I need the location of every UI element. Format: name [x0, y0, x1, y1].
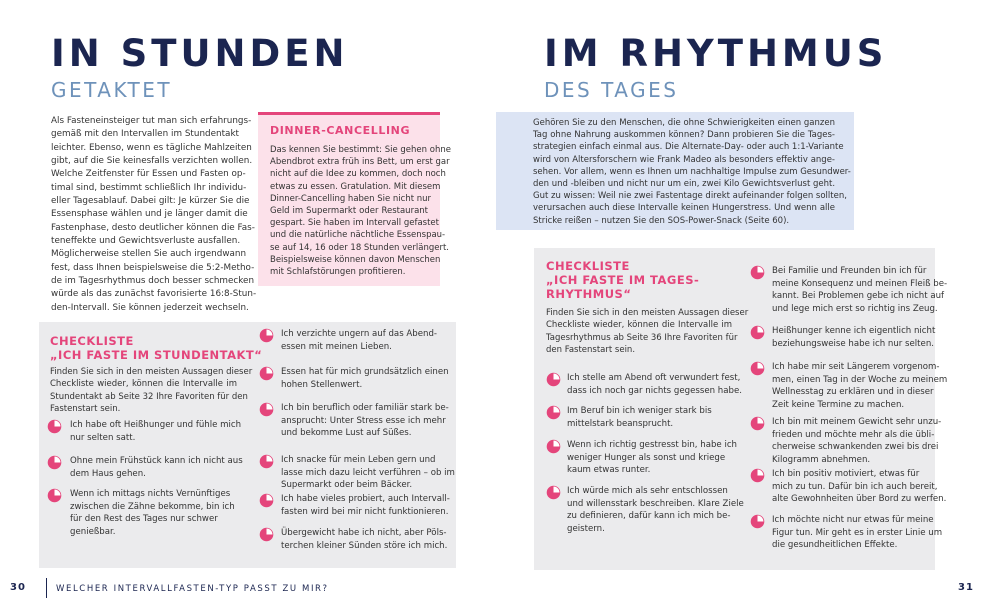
text-line: Beispielsweise können davon Menschen	[270, 254, 441, 265]
text-line: Essensphase wählen und je länger damit die	[51, 209, 248, 220]
checklist-item-text: Wenn ich richtig gestresst bin, habe ich	[567, 440, 738, 450]
text-line: Finden Sie sich in den meisten Aussagen dieser	[546, 308, 749, 318]
text-line: se auf 14, 16 oder 18 Stunden verlängert.	[270, 242, 450, 253]
pie-check-icon[interactable]	[750, 265, 765, 280]
checklist-item-text: mich zu tun. Dafür bin ich auch bereit,	[772, 481, 938, 492]
checklist-item-text: frieden und möchte mehr als die übli-	[772, 429, 935, 440]
checklist-item-text: und willensstark beschreiben. Klare Ziele	[567, 498, 744, 509]
left-checklist-box	[39, 322, 456, 568]
pie-check-icon[interactable]	[750, 468, 765, 483]
checklist-item[interactable]	[750, 416, 941, 466]
checklist-item[interactable]	[47, 455, 243, 480]
checklist-item-text: Figur tun. Mir geht es in erster Linie um	[772, 527, 943, 538]
checklist-item-text: Kilogramm abnehmen.	[772, 454, 871, 465]
pie-check-icon[interactable]	[750, 416, 765, 431]
left-page-subtitle: GETAKTET	[51, 78, 173, 102]
text-line: Stricke reißen – nutzen Sie den SOS-Power-Snack (Seite 60).	[533, 215, 790, 226]
text-line: sehen. Vor allem, wenn es Ihnen um nachhaltige Impulse zum Gesundwer-	[533, 166, 851, 177]
right-page-subtitle: DES TAGES	[544, 78, 679, 102]
checklist-item-text: Ich möchte nicht nur etwas für meine	[772, 515, 934, 525]
checklist-item-text: nur selten satt.	[70, 432, 136, 443]
checklist-item-text: zwischen die Zähne bekomme, bin ich	[70, 501, 235, 512]
checklist-item[interactable]	[546, 405, 712, 430]
checklist-item-text: Bei Familie und Freunden bin ich für	[772, 266, 927, 276]
left-page-number: 30	[10, 582, 26, 593]
text-line: Checkliste wieder, können die Intervalle im	[50, 379, 237, 390]
pie-check-icon[interactable]	[259, 366, 274, 381]
checklist-item-text: kaum etwas runter.	[567, 465, 651, 476]
checklist-item-text: Heißhunger kenne ich eigentlich nicht	[772, 326, 936, 336]
checklist-item-text: alte Gewohnheiten über Bord zu werfen.	[772, 494, 947, 505]
checklist-item-text: hohen Stellenwert.	[281, 379, 363, 390]
text-line: Das kennen Sie bestimmt: Sie gehen ohne	[270, 145, 451, 155]
checklist-item[interactable]	[259, 527, 447, 552]
right-checklist-title-2: „ICH FASTE IM TAGES-	[546, 273, 700, 287]
text-line: wird von Altersforschern wie Frank Madeo als besonders effektiv ange-	[533, 154, 835, 165]
text-line: Möglicherweise stellen Sie auch irgendwann	[51, 249, 247, 260]
checklist-item-text: beziehungsweise habe ich nur selten.	[772, 338, 935, 349]
pie-check-icon[interactable]	[546, 485, 561, 500]
text-line: strategien einfach einmal aus. Die Alternate-Day- oder auch 1:1-Variante	[533, 142, 844, 153]
text-line: Abendbrot extra früh ins Bett, um erst gar	[270, 157, 450, 168]
right-page-title: IM RHYTHMUS	[544, 32, 888, 75]
text-line: mit Schlafstörungen profitieren.	[270, 267, 406, 278]
checklist-item-text: ansprucht: Unter Stress esse ich mehr	[281, 415, 446, 426]
right-checklist-title-3: RHYTHMUS“	[546, 287, 632, 301]
checklist-item-text: Ich habe mir seit Längerem vorgenom-	[772, 362, 940, 372]
pie-check-icon[interactable]	[750, 325, 765, 340]
text-line: gespart. Sie haben im Intervall gefastet	[270, 218, 439, 229]
pie-check-icon[interactable]	[546, 439, 561, 454]
left-checklist-intro	[50, 366, 253, 416]
checklist-item-text: Ich habe oft Heißhunger und fühle mich	[70, 420, 242, 430]
text-line: de im Tagesrhythmus doch besser schmecken	[51, 276, 255, 287]
right-checklist-box	[534, 248, 948, 570]
left-page-title: IN STUNDEN	[51, 32, 349, 75]
text-line: Dinner-Cancelling haben Sie nicht nur	[270, 193, 432, 204]
checklist-item-text: kannt. Bei Problemen gebe ich nicht auf	[772, 291, 945, 302]
checklist-item-text: Ich bin beruflich oder familiär stark be-	[281, 403, 449, 413]
pie-check-icon[interactable]	[750, 514, 765, 529]
text-line: verursachen auch diese Intervalle keinen Hungerstress. Und wenn alle	[533, 203, 835, 214]
checklist-item[interactable]	[259, 366, 449, 391]
checklist-item[interactable]	[546, 485, 744, 535]
checklist-item-text: Ich verzichte ungern auf das Abend-	[281, 329, 438, 339]
checklist-item-text: Ich würde mich als sehr entschlossen	[567, 486, 728, 496]
text-line: würde als das zunächst favorisierte 16:8-Stun-	[51, 289, 257, 300]
text-line: timal sind, bestimmt schließlich Ihr individu-	[51, 182, 247, 193]
text-line: nicht auf die Idee zu kommen, doch noch	[270, 169, 446, 180]
text-line: Tagesrhythmus ab Seite 36 Ihre Favoriten für	[546, 332, 738, 343]
checklist-item-text: Supermarkt oder beim Bäcker.	[281, 480, 413, 491]
checklist-item-text: Ich bin positiv motiviert, etwas für	[772, 469, 920, 479]
checklist-item-text: Essen hat für mich grundsätzlich einen	[281, 367, 449, 377]
checklist-item-text: essen mit meinen Lieben.	[281, 341, 392, 352]
pie-check-icon[interactable]	[259, 454, 274, 469]
text-line: leichter. Ebenso, wenn es tägliche Mahlzeiten	[51, 142, 252, 153]
checklist-item-text: Im Beruf bin ich weniger stark bis	[567, 406, 712, 416]
right-intro-box	[496, 112, 854, 230]
pie-check-icon[interactable]	[47, 488, 62, 503]
checklist-item[interactable]	[47, 488, 235, 538]
text-line: Fastenphase, desto deutlicher können die Fas-	[51, 222, 255, 233]
checklist-item[interactable]	[47, 419, 241, 444]
checklist-item[interactable]	[546, 439, 737, 477]
dinner-box-text	[270, 144, 451, 278]
text-line: Gehören Sie zu den Menschen, die ohne Schwierigkeiten einen ganzen	[533, 118, 835, 128]
pie-check-icon[interactable]	[47, 455, 62, 470]
pie-check-icon[interactable]	[259, 527, 274, 542]
checklist-item-text: Zeit keine Termine zu machen.	[772, 399, 905, 410]
checklist-item-text: dass ich noch gar nichts gegessen habe.	[567, 385, 742, 396]
checklist-item-text: genießbar.	[70, 526, 116, 537]
text-line: fest, dass Ihnen beispielsweise die 5:2-Metho-	[51, 262, 255, 273]
right-intro-text	[533, 117, 851, 227]
left-intro-text	[51, 115, 257, 315]
checklist-item[interactable]	[750, 514, 942, 552]
checklist-item-text: für den Rest des Tages nur schwer	[70, 514, 218, 525]
checklist-item-text: Wenn ich mittags nichts Vernünftiges	[70, 489, 231, 499]
checklist-item[interactable]	[546, 372, 742, 397]
checklist-item[interactable]	[750, 325, 935, 350]
text-line: Welche Zeitfenster für Essen und Fasten op-	[51, 169, 246, 180]
dinner-cancelling-box	[258, 112, 451, 286]
text-line: teneffekte und Gewichtsverluste ausfallen.	[51, 236, 241, 247]
text-line: Geld im Supermarkt oder Restaurant	[270, 206, 428, 217]
text-line: gemäß mit den Intervallen im Stundentakt	[51, 129, 239, 140]
right-checklist-intro	[546, 307, 749, 357]
right-page-number: 31	[958, 582, 974, 593]
checklist-item-text: fasten wird bei mir nicht funktionieren.	[281, 506, 449, 517]
checklist-item-text: Wellnesstag zu erklären und in dieser	[772, 387, 934, 398]
checklist-item[interactable]	[259, 493, 450, 518]
pie-check-icon[interactable]	[259, 493, 274, 508]
checklist-item[interactable]	[259, 328, 437, 353]
checklist-item-text: lasse mich dazu leicht verführen – ob im	[281, 467, 455, 478]
checklist-item-text: terchen kleiner Sünden störe ich mich.	[281, 540, 448, 551]
checklist-item[interactable]	[750, 468, 946, 506]
checklist-item-text: die gesundheitlichen Effekte.	[772, 540, 898, 551]
text-line: Stundentakt ab Seite 32 Ihre Favoriten für den	[50, 391, 248, 402]
checklist-item-text: Ich stelle am Abend oft verwundert fest,	[567, 373, 741, 383]
text-line: etwas zu essen. Gratulation. Mit diesem	[270, 181, 441, 192]
checklist-item-text: zu definieren, dafür kann ich mich be-	[567, 511, 731, 522]
checklist-item-text: und lege mich erst so richtig ins Zeug.	[772, 303, 938, 314]
checklist-item[interactable]	[259, 454, 455, 492]
checklist-item-text: cherweise schwankenden zwei bis drei	[772, 442, 939, 453]
pie-check-icon[interactable]	[546, 405, 561, 420]
running-head: WELCHER INTERVALLFASTEN-TYP PASST ZU MIR?	[56, 584, 329, 594]
left-checklist-title-1: CHECKLISTE	[50, 334, 134, 348]
checklist-item-text: Ich bin mit meinem Gewicht sehr unzu-	[772, 417, 942, 427]
text-line: Checkliste wieder, können die Intervalle im	[546, 320, 732, 331]
checklist-item[interactable]	[750, 361, 947, 411]
pie-check-icon[interactable]	[750, 361, 765, 376]
text-line: Gut zu wissen: Weil nie zwei Fastentage direkt aufeinander folgen sollten,	[533, 191, 847, 202]
checklist-item-text: geistern.	[567, 523, 605, 534]
checklist-item-text: Ich habe vieles probiert, auch Intervall-	[281, 494, 450, 504]
pie-check-icon[interactable]	[259, 402, 274, 417]
checklist-item-text: weniger Hunger als sonst und kriege	[567, 452, 726, 463]
text-line: den-Intervall. Sie können jederzeit wechseln.	[51, 302, 249, 313]
checklist-item[interactable]	[259, 402, 449, 440]
footer-divider	[46, 578, 47, 598]
text-line: den und -bleiben und nicht nur um ein, zwei Kilo Gewichtsverlust geht.	[533, 179, 836, 190]
pie-check-icon[interactable]	[259, 328, 274, 343]
text-line: Tag ohne Nahrung auskommen können? Dann probieren Sie die Tages-	[533, 130, 835, 141]
pie-check-icon[interactable]	[47, 419, 62, 434]
dinner-box-title: DINNER-CANCELLING	[270, 124, 411, 137]
checklist-item-text: und bekomme Lust auf Süßes.	[281, 428, 412, 439]
text-line: Fastenstart sein.	[50, 404, 121, 415]
right-checklist-title-1: CHECKLISTE	[546, 259, 630, 273]
pie-check-icon[interactable]	[546, 372, 561, 387]
checklist-item-text: Ich snacke für mein Leben gern und	[281, 455, 436, 465]
text-line: Als Fasteneinsteiger tut man sich erfahrungs-	[51, 116, 252, 126]
text-line: Finden Sie sich in den meisten Aussagen dieser	[50, 367, 253, 377]
left-checklist-title-2: „ICH FASTE IM STUNDENTAKT“	[50, 348, 263, 362]
checklist-item-text: meine Konsequenz und meinen Fleiß be-	[772, 278, 948, 289]
checklist-item-text: mittelstark beansprucht.	[567, 418, 674, 429]
checklist-item-text: Ohne mein Frühstück kann ich nicht aus	[70, 456, 243, 466]
checklist-item-text: dem Haus gehen.	[70, 468, 146, 479]
text-line: und die natürliche nächtliche Essenspau-	[270, 230, 446, 241]
text-line: den Fastenstart sein.	[546, 345, 636, 356]
checklist-item[interactable]	[750, 265, 947, 315]
text-line: eller Tagesablauf. Dabei gilt: Je kürzer Sie die	[51, 196, 250, 207]
checklist-item-text: Übergewicht habe ich nicht, aber Pöls-	[281, 528, 447, 538]
text-line: gibt, auf die Sie keinesfalls verzichten wollen.	[51, 156, 253, 167]
checklist-item-text: men, einen Tag in der Woche zu meinem	[772, 374, 948, 385]
